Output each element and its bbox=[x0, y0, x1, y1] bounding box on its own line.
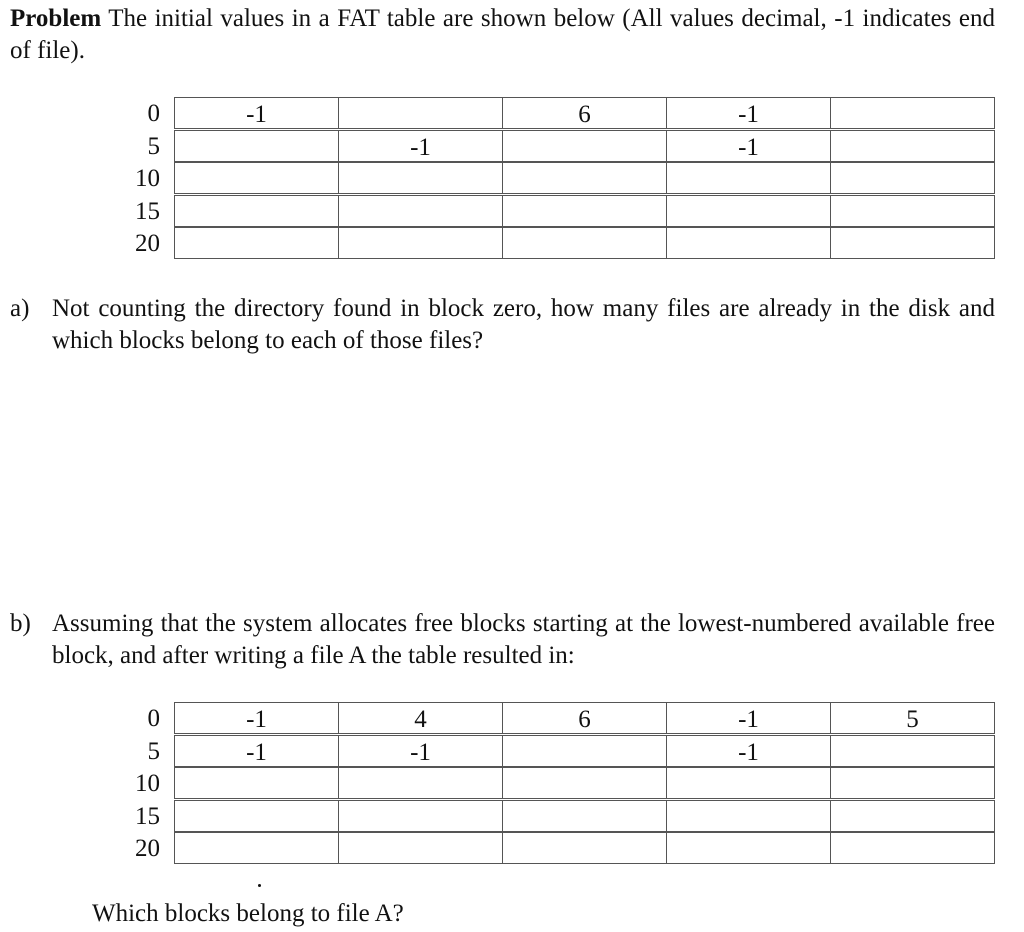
fat-cell bbox=[830, 735, 995, 767]
fat-cell bbox=[666, 162, 831, 194]
row-label: 15 bbox=[135, 197, 160, 225]
fat-cell bbox=[502, 227, 667, 259]
problem-label: Problem bbox=[10, 5, 102, 32]
fat-cell: 6 bbox=[502, 702, 667, 734]
fat-cell bbox=[338, 227, 503, 259]
fat-cell bbox=[338, 832, 503, 864]
fat-cell bbox=[666, 767, 831, 799]
fat-cell bbox=[338, 800, 503, 832]
fat-cell bbox=[338, 195, 503, 227]
fat-cell bbox=[666, 800, 831, 832]
fat-cell bbox=[174, 130, 339, 162]
stray-dot bbox=[258, 884, 261, 887]
fat-cell bbox=[830, 162, 995, 194]
fat-row bbox=[100, 702, 995, 735]
fat-cell bbox=[502, 800, 667, 832]
fat-cell bbox=[502, 195, 667, 227]
fat-cell: -1 bbox=[666, 97, 831, 129]
fat-cell: 6 bbox=[502, 97, 667, 129]
question-a-text: Not counting the directory found in block zero, how many files are already in the disk and which blocks belong to each of those files? bbox=[52, 295, 995, 354]
fat-row bbox=[100, 227, 995, 260]
fat-cell bbox=[830, 832, 995, 864]
fat-cell: -1 bbox=[174, 702, 339, 734]
row-label: 20 bbox=[135, 230, 160, 258]
fat-cell bbox=[830, 195, 995, 227]
fat-row bbox=[100, 800, 995, 833]
fat-cell bbox=[338, 162, 503, 194]
fat-cell bbox=[830, 97, 995, 129]
fat-cell: -1 bbox=[666, 735, 831, 767]
row-label: 5 bbox=[147, 132, 160, 160]
fat-row bbox=[100, 130, 995, 163]
fat-cell bbox=[174, 800, 339, 832]
fat-row bbox=[100, 195, 995, 228]
fat-cell bbox=[830, 800, 995, 832]
fat-cell bbox=[502, 130, 667, 162]
fat-cell bbox=[502, 735, 667, 767]
fat-row bbox=[100, 767, 995, 800]
row-label: 10 bbox=[135, 770, 160, 798]
fat-cell bbox=[666, 832, 831, 864]
fat-cell: -1 bbox=[666, 130, 831, 162]
row-label: 10 bbox=[135, 165, 160, 193]
question-a-letter: a) bbox=[10, 295, 30, 322]
fat-cell bbox=[502, 162, 667, 194]
question-b-text: Assuming that the system allocates free blocks starting at the lowest-numbered available free block, and after writing a file A the table resulted in: bbox=[52, 610, 995, 669]
fat-cell: -1 bbox=[666, 702, 831, 734]
fat-cell: 5 bbox=[830, 702, 995, 734]
row-label: 5 bbox=[147, 737, 160, 765]
problem-statement bbox=[10, 3, 995, 67]
fat-cell: -1 bbox=[174, 97, 339, 129]
row-label: 0 bbox=[147, 100, 160, 127]
fat-cell: -1 bbox=[174, 735, 339, 767]
fat-row bbox=[100, 832, 995, 865]
question-a bbox=[10, 293, 995, 357]
fat-cell bbox=[830, 227, 995, 259]
fat-table-initial bbox=[100, 97, 995, 260]
fat-cell bbox=[666, 227, 831, 259]
fat-cell bbox=[338, 97, 503, 129]
question-b-letter: b) bbox=[10, 610, 31, 637]
fat-cell bbox=[666, 195, 831, 227]
fat-row bbox=[100, 162, 995, 195]
fat-cell bbox=[338, 767, 503, 799]
question-b bbox=[10, 608, 995, 672]
fat-row bbox=[100, 735, 995, 768]
row-label: 15 bbox=[135, 802, 160, 830]
fat-cell bbox=[830, 767, 995, 799]
fat-cell bbox=[174, 195, 339, 227]
fat-cell bbox=[830, 130, 995, 162]
problem-text: The initial values in a FAT table are shown below (All values decimal, -1 indicates end of file). bbox=[10, 5, 995, 64]
fat-cell bbox=[174, 832, 339, 864]
fat-cell: -1 bbox=[338, 735, 503, 767]
fat-cell bbox=[174, 767, 339, 799]
row-label: 0 bbox=[147, 705, 160, 732]
fat-cell bbox=[174, 227, 339, 259]
fat-cell bbox=[174, 162, 339, 194]
fat-cell: 4 bbox=[338, 702, 503, 734]
row-label: 20 bbox=[135, 835, 160, 863]
fat-table-after bbox=[100, 702, 995, 865]
fat-row bbox=[100, 97, 995, 130]
fat-cell bbox=[502, 832, 667, 864]
fat-cell: -1 bbox=[338, 130, 503, 162]
question-file-a: Which blocks belong to file A? bbox=[92, 900, 404, 927]
fat-cell bbox=[502, 767, 667, 799]
